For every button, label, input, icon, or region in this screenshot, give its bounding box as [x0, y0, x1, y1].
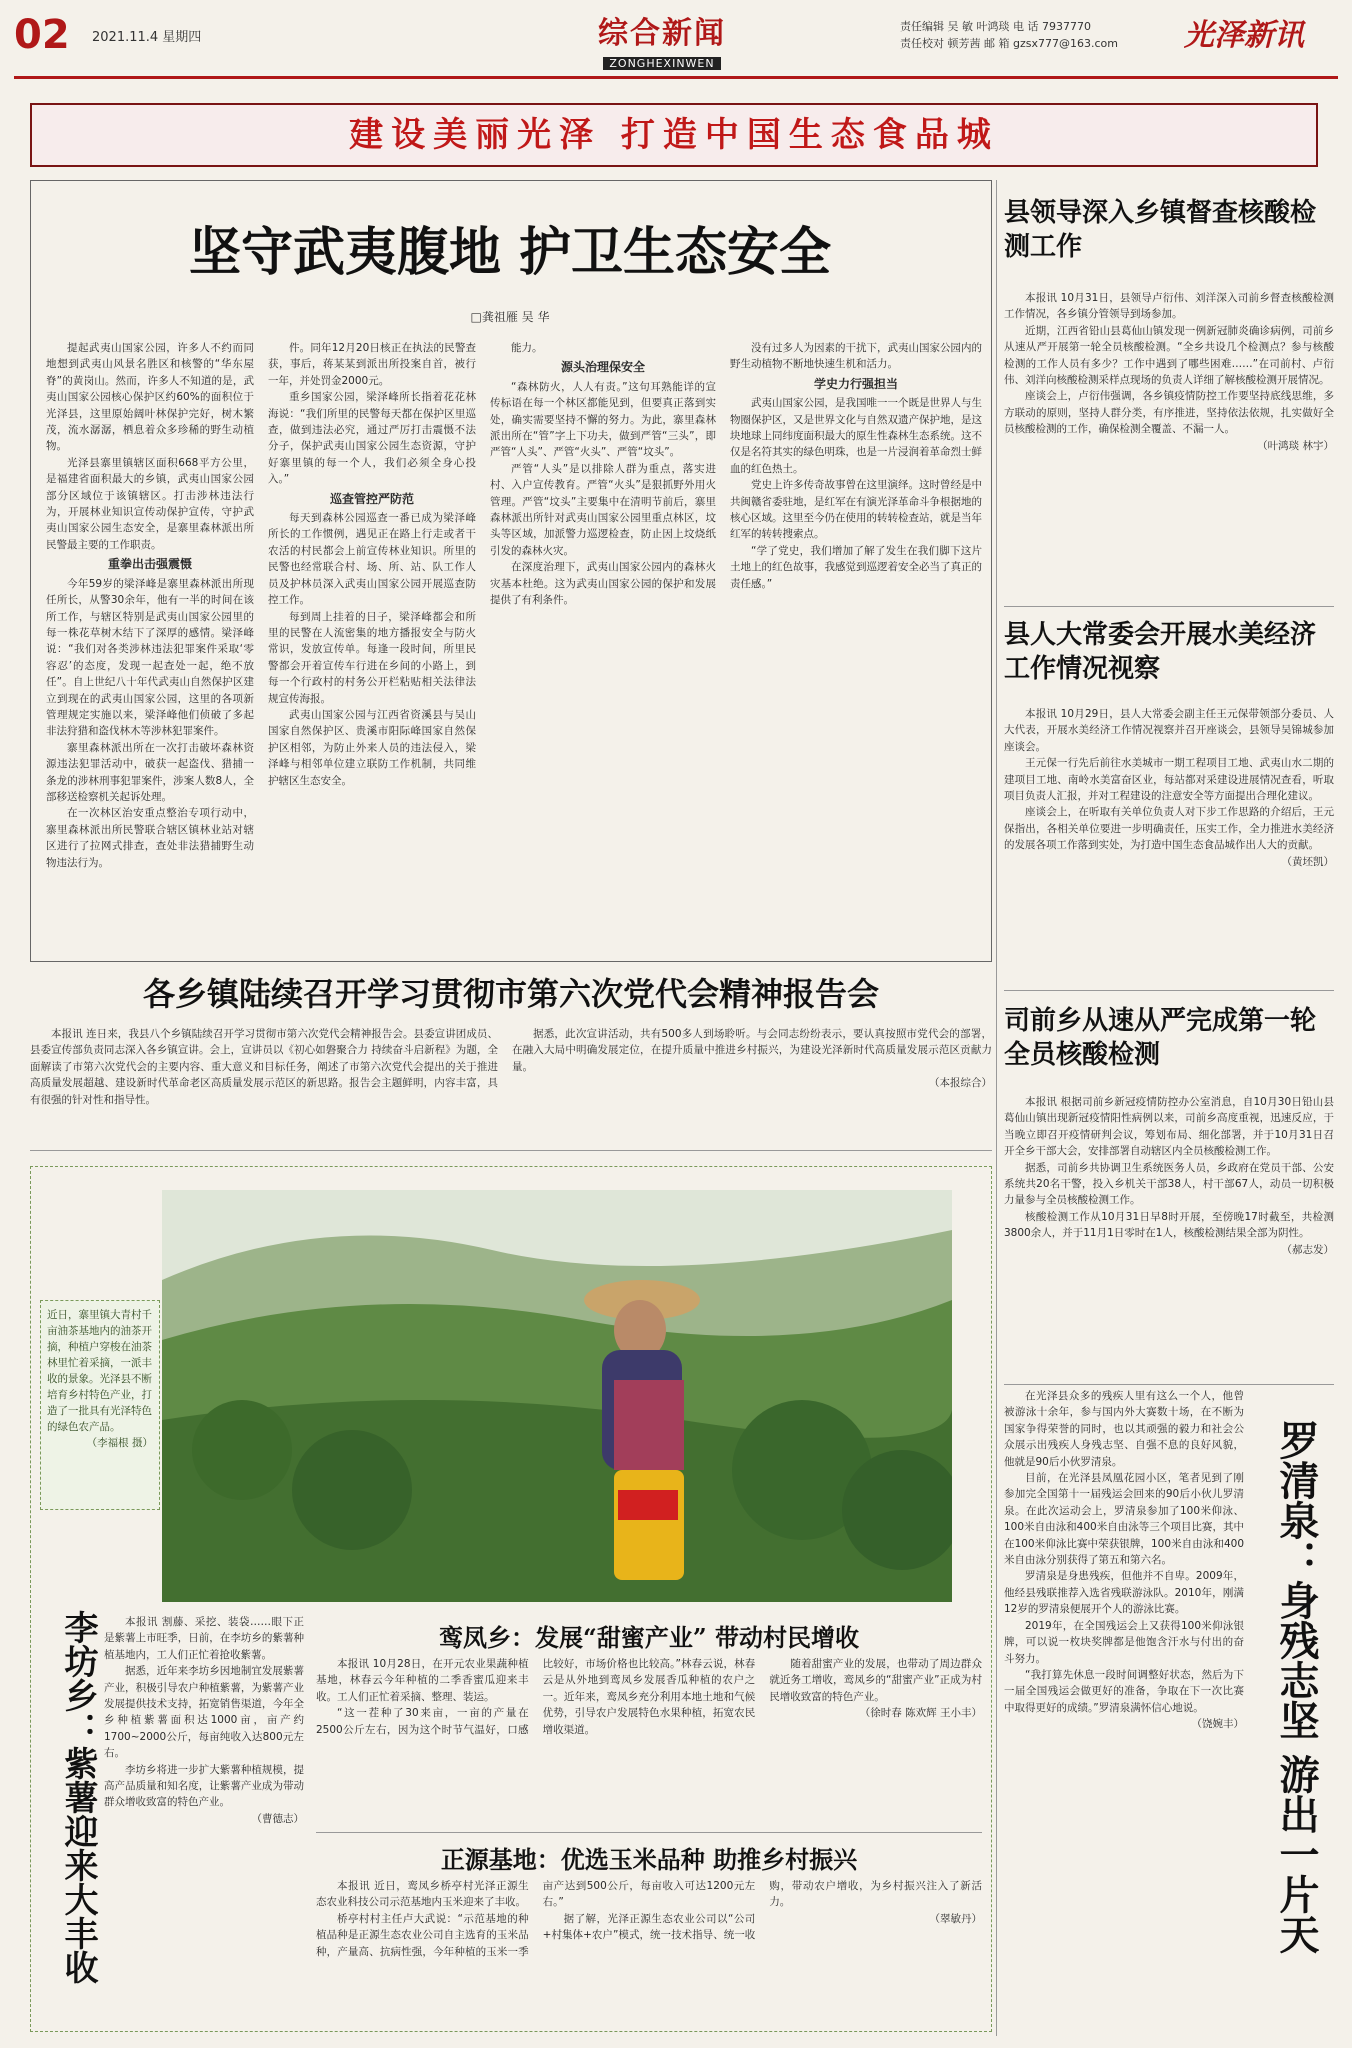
credit: （本报综合） [929, 1077, 992, 1090]
paragraph: 据悉，此次宣讲活动，共有500多人到场聆听。与会同志纷纷表示，要认真按照市党代会的部署，在融入大局中明确发展定位，在提升质量中推进乡村振兴，为建设光泽新时代高质量发展示范区贡献力量。 [512, 1028, 992, 1073]
paragraph: 光泽县寨里镇辖区面积668平方公里，是福建省面积最大的乡镇，武夷山国家公园部分区域位于该镇辖区。打击涉林违法行为，开展林业知识宣传动保护宣传，守护武夷山国家公园生态安全，是寨里森林派出所民警最主要的工作职责。 [46, 456, 254, 551]
credit: （徐时春 陈欢辉 王小丰） [859, 1707, 982, 1720]
issue-date: 2021.11.4 星期四 [92, 30, 202, 45]
section-divider [1004, 990, 1334, 991]
subheading: 巡查管控严防范 [329, 491, 414, 506]
section-divider [1004, 606, 1334, 607]
lead-col-2 [268, 340, 476, 952]
paragraph: 近期，江西省铅山县葛仙山镇发现一例新冠肺炎确诊病例，司前乡从速从严开展第一轮全员核酸检测。“全乡共设几个检测点？参与核酸检测的工作人员有多少？工作中遇到了哪些困难……”在司前村、卢衍伟、刘洋向核酸检测采样点现场的负责人详细了解核酸检测开展情况。 [1004, 324, 1334, 387]
photo-caption [40, 1300, 160, 1510]
paragraph: 没有过多人为因素的干扰下，武夷山国家公园内的野生动植物不断地快速生机和活力。 [730, 342, 982, 371]
paragraph: 每到周上挂着的日子，梁泽峰都会和所里的民警在人流密集的地方播报安全与防火常识，发放宣传单。每逢一段时间，所里民警都会开着宣传车行进在乡间的小路上，到每一个行政村的村务公开栏粘贴相关法律法规宣传海报。 [268, 610, 476, 705]
paragraph: 武夷山国家公园，是我国唯一一个既是世界人与生物圈保护区，又是世界文化与自然双遗产保护地，是这块地球上同纬度面积最大的原生性森林生态系统。这不仅是名符其实的绿色明珠，也是一片浸润着革命烈士鲜血的红色热土。 [730, 397, 982, 475]
paragraph: 重乡国家公园，梁泽峰所长指着花花林海说：“我们所里的民警每天都在保护区里巡查，做到违法必究，通过严厉打击震慑不法分子，保护武夷山国家公园生态资源，守护好寨里镇的每一个人，我们必须全身心投入。” [268, 391, 476, 486]
credit: （翠敏丹） [929, 1912, 982, 1925]
paragraph: 随着甜蜜产业的发展，也带动了周边群众就近务工增收，鸾凤乡的“甜蜜产业”正成为村民增收致富的特色产业。 [769, 1658, 982, 1703]
column-divider [996, 180, 997, 2036]
paragraph: 本报讯 10月29日，县人大常委会副主任王元保带领部分委员、人大代表，开展水美经济工作情况视察并召开座谈会，县领导吴锦城参加座谈会。 [1004, 708, 1334, 753]
newspaper-logo: 光泽新讯 [1184, 18, 1304, 53]
paragraph: 本报讯 10月31日，县领导卢衍伟、刘洋深入司前乡督查核酸检测工作情况，各乡镇分管领导到场参加。 [1004, 292, 1334, 321]
editor-line-2: 责任校对 顿芳茜 邮 箱 gzsx777@163.com [900, 37, 1118, 50]
paragraph: “我打算先休息一段时间调整好状态，然后为下一届全国残运会做更好的准备，争取在下一次比赛中取得更好的成绩。”罗清泉满怀信心地说。 [1004, 1668, 1244, 1714]
right1-article-title: 县领导深入乡镇督查核酸检测工作 [1004, 198, 1317, 262]
banner-slogan: 建设美丽光泽 打造中国生态食品城 [30, 103, 1318, 167]
header-rule [14, 76, 1338, 79]
right2-article-body [1004, 706, 1334, 968]
photo-credit: （李福根 摄） [86, 1437, 153, 1449]
subheading: 源头治理保安全 [560, 360, 645, 375]
paragraph: 寨里森林派出所在一次打击破坏森林资源违法犯罪活动中，破获一起盗伐、猎捕一条龙的涉林刑事犯罪案件，涉案人数8人，全部移送检察机关起诉处理。 [46, 741, 254, 803]
lead-article-title: 坚守武夷腹地 护卫生态安全 [188, 222, 832, 283]
right3-article-body [1004, 1094, 1334, 1384]
luoqing-article-body [1004, 1388, 1244, 2036]
strip-col-2 [512, 1026, 992, 1136]
paragraph: 在一次林区治安重点整治专项行动中，寨里森林派出所民警联合辖区镇林业站对辖区进行了拉网式排查，查处非法猎捕野生动物违法行为。 [46, 807, 254, 869]
right2-article-title: 县人大常委会开展水美经济工作情况视察 [1004, 620, 1317, 684]
section-divider [1004, 1384, 1334, 1385]
paragraph: 本报讯 近日，鸾凤乡桥亭村光泽正源生态农业科技公司示范基地内玉米迎来了丰收。 [316, 1880, 529, 1909]
right1-article-body [1004, 290, 1334, 596]
zhengyuan-article-body [316, 1878, 982, 2028]
paragraph: 据悉，司前乡共协调卫生系统医务人员，乡政府在党员干部、公安系统共20名干警，投入乡机关干部38人，村干部67人，动员一切积极力量参与全员核酸检测工作。 [1004, 1161, 1334, 1207]
section-pinyin: ZONGHEXINWEN [603, 57, 720, 70]
paragraph: 本报讯 割藤、采挖、装袋……眼下正是紫薯上市旺季，日前，在李坊乡的紫薯种植基地内，工人们正忙着抢收紫薯。 [104, 1616, 304, 1661]
luoqing-article-title: 罗清泉：身残志坚 游出一片天 [1273, 1420, 1320, 1954]
paragraph: 2019年，在全国残运会上又获得100米仰泳银牌，可以说一枚块奖牌都是他饱含汗水与付出的奋斗努力。 [1004, 1619, 1244, 1665]
lead-col-1 [46, 340, 254, 952]
paragraph: 座谈会上，卢衍伟强调，各乡镇疫情防控工作要坚持底线思维，多方联动的原则，坚持人群分类，有序推进，坚持依法依规，扎实做好全员核酸检测的工作，确保检测全覆盖、不漏一人。 [1004, 390, 1334, 436]
section-divider [316, 1832, 982, 1833]
luanfeng-article-title: 鸾凤乡：发展“甜蜜产业” 带动村民增收 [439, 1623, 859, 1652]
lead-article-byline: □龚祖雁 吴 华 [470, 310, 550, 324]
paragraph: 王元保一行先后前往水美城市一期工程项目工地、武夷山水二期的建项目工地、南岭水美富奋区业，每站都对采建设进展情况查看，听取项目负责人汇报，并对工程建设的注意安全等方面提出合理化建议。 [1004, 757, 1334, 803]
credit: （郝志发） [1281, 1243, 1334, 1256]
paragraph: 据了解，光泽正源生态农业公司以“公司+村集体+农户”模式，统一技术指导、统一收购，带动农户增收，为乡村振兴注入了新活力。 [542, 1880, 982, 1942]
paragraph: “这一茬种了30来亩，一亩的产量在2500公斤左右，因为这个时节气温好，口感比较好，市场价格也比较高。”林春云说，林春云是从外地到鸾凤乡发展香瓜种植的农户之一。近年来，鸾凤乡充分利用本地土地和气候优势，引导农户发展特色水果种植，拓宽农民增收渠道。 [316, 1658, 756, 1736]
paragraph: 座谈会上，在听取有关单位负责人对下步工作思路的介绍后，王元保指出，各相关单位要进一步明确责任，压实工作，全力推进水美经济的发展各项工作落到实处，为打造中国生态食品城作出人大的贡献。 [1004, 806, 1334, 852]
paragraph: “森林防火，人人有责。”这句耳熟能详的宣传标语在每一个林区都能见到，但要真正落到实处，确实需要坚持不懈的努力。为此，寨里森林派出所在“管”字上下功夫，做到严管“三头”，即严管“人头”、严管“火头”、严管“坟头”。 [490, 380, 716, 459]
lead-col-4 [730, 340, 982, 952]
lifang-article-body [104, 1614, 304, 2026]
subheading: 重拳出击强震慑 [107, 557, 192, 572]
paragraph: 提起武夷山国家公园，许多人不约而同地想到武夷山风景名胜区和核警的“华东屋脊”的黄岗山。然而，许多人不知道的是，武夷山国家公园核心保护区约60%的面积位于光泽县，这里原始阔叶林保护完好，树木繁茂，流水潺潺，栖息着众多珍稀的野生动植物。 [46, 342, 254, 453]
credit: （曹德志） [251, 1812, 304, 1825]
lead-col-3 [490, 340, 716, 952]
photo-illustration [162, 1190, 952, 1602]
paragraph: 今年59岁的梁泽峰是寨里森林派出所现任所长，从警30余年，他有一半的时间在该所工作，与辖区特别是武夷山国家公园里的每一株花草树木结下了深厚的感情。梁泽峰说：“我们对各类涉林违法犯罪案件采取‘零容忍’的态度，发现一起查处一起，绝不放任”。自上世纪八十年代武夷山自然保护区建立到现在的武夷山国家公园，这里的各项新管理规定实施以来，梁泽峰他们侦破了多起非法狩猎和盗伐林木等涉林犯罪案件。 [46, 577, 254, 738]
right3-article-title: 司前乡从速从严完成第一轮全员核酸检测 [1004, 1006, 1317, 1070]
paragraph: 能力。 [511, 342, 543, 354]
section-title: 综合新闻 [598, 16, 726, 51]
paragraph: 罗清泉是身患残疾，但他并不自卑。2009年，他经县残联推荐入选省残联游泳队。2010年，刚满12岁的罗清泉便展开个人的游泳比赛。 [1004, 1570, 1244, 1616]
paragraph: 核酸检测工作从10月31日早8时开展，至傍晚17时截至，共检测3800余人，并于11月1日零时在1人，核酸检测结果全部为阴性。 [1004, 1210, 1334, 1240]
zhengyuan-article-title: 正源基地：优选玉米品种 助推乡村振兴 [440, 1845, 858, 1874]
paragraph: 目前，在光泽县凤凰花园小区，笔者见到了刚参加完全国第十一届残运会回来的90后小伙儿罗清泉。在此次运动会上，罗清泉参加了100米仰泳、100米自由泳和400米自由泳等三个项目比赛，其中在100米仰泳比赛中荣获银牌，100米自由泳和400米自由泳分别获得了第五和第六名。 [1004, 1472, 1244, 1567]
credit: （饶婉丰） [1191, 1718, 1244, 1731]
editor-line-1: 责任编辑 吴 敏 叶鸿琰 电 话 7937770 [900, 20, 1091, 33]
paragraph: 在深度治理下，武夷山国家公园内的森林火灾基本杜绝。这为武夷山国家公园的保护和发展提供了有利条件。 [490, 561, 716, 607]
section-divider [30, 1150, 992, 1151]
photo-caption-text: 近日，寨里镇大青村千亩油茶基地内的油茶开摘，种植户穿梭在油茶林里忙着采摘，一派丰收的景象。光泽县不断培育乡村特色产业，打造了一批具有光泽特色的绿色农产品。 [47, 1309, 152, 1433]
paragraph: 李坊乡将进一步扩大紫薯种植规模，提高产品质量和知名度，让紫薯产业成为带动群众增收致富的特色产业。 [104, 1763, 304, 1809]
paragraph: 本报讯 连日来，我县八个乡镇陆续召开学习贯彻市第六次党代会精神报告会。县委宣讲团成员、县委宣传部负责同志深入各乡镇宣讲。会上，宣讲员以《初心如磐聚合力 持续奋斗启新程》为题，全面解读了市第六次党代会的主要内容、重大意义和目标任务，阐述了市第六次党代会提出的关于推进高质量发展超越、建设新时代革命老区高质量发展示范区的新思路。报告会主题鲜明，内容丰富，具有很强的针对性和指导性。 [30, 1028, 498, 1106]
subheading: 学史力行强担当 [813, 376, 898, 391]
tea-oil-harvest-photo [162, 1190, 952, 1602]
credit: （叶鸿琰 林宇） [1257, 439, 1334, 452]
paragraph: 在光泽县众多的残疾人里有这么一个人，他曾被游泳十余年，参与国内外大赛数十场，在不断为国家争得荣誉的同时，也以其顽强的毅力和社会公众展示出残疾人身残志坚、自强不息的良好风貌，他就是90后小伙罗清泉。 [1004, 1390, 1244, 1468]
credit: （黄坯凯） [1281, 855, 1334, 868]
paragraph: 党史上许多传奇故事曾在这里演绎。这时曾经是中共闽赣省委驻地，是红军在有演光泽革命斗争根据地的核心区域。这里至今仍在使用的转转检查站，就是当年红军的转转搜索点。 [730, 479, 982, 541]
editor-info [900, 18, 1118, 52]
paragraph: 每天到森林公园巡查一番已成为梁泽峰所长的工作惯例，遇见正在路上行走或者干农活的村民都会上前宣传林业知识。所里的民警也经常联合村、场、所、站、队工作人员及护林员深入武夷山国家公园开展巡查防控工作。 [268, 512, 476, 607]
paragraph: 桥亭村村主任卢大武说：“示范基地的种植品种是正源生态农业公司自主选育的玉米品种，产量高、抗病性强，今年种植的玉米一季亩产达到500公斤，每亩收入可达1200元左右。” [316, 1880, 756, 1958]
luanfeng-article-body [316, 1656, 982, 1826]
paragraph: 本报讯 10月28日，在开元农业果蔬种植基地，林春云今年种植的二季香蜜瓜迎来丰收。工人们正忙着采摘、整理、装运。 [316, 1658, 529, 1703]
section-title-block [540, 8, 784, 68]
paragraph: 武夷山国家公园与江西省资溪县与吴山国家自然保护区、贵溪市阳际峰国家自然保护区相邻，为防止外来人员的违法侵入，梁泽峰与相邻单位建立联防工作机制，共同维护辖区生态安全。 [268, 708, 476, 787]
paragraph: 件。同年12月20日核正在执法的民警查获，事后，蒋某某到派出所投案自首，被行一年，并处罚金2000元。 [268, 342, 476, 387]
lifang-article-title: 李坊乡：紫薯迎来大丰收 [58, 1610, 98, 1984]
strip-col-1 [30, 1026, 498, 1136]
paragraph: 严管“人头”是以排除人群为重点，落实进村、入户宣传教育。严管“火头”是狠抓野外用火管理。严管“坟头”主要集中在清明节前后，寨里森林派出所针对武夷山国家公园里重点林区，坟头等区域，加派警力巡逻检查，防止因上坟烧纸引发的森林火灾。 [490, 462, 716, 557]
paragraph: “学了党史，我们增加了解了发生在我们脚下这片土地上的红色故事，我感觉到巡逻着安全必当了真正的责任感。” [730, 544, 982, 590]
page-number: 02 [14, 12, 70, 58]
paragraph: 据悉，近年来李坊乡因地制宜发展紫薯产业，积极引导农户种植紫薯，为紫薯产业发展提供技术支持，拓宽销售渠道，今年全乡种植紫薯面积达1000亩，亩产约1700~2000公斤，每亩纯收入达800元左右。 [104, 1665, 304, 1760]
paragraph: 本报讯 根据司前乡新冠疫情防控办公室消息，自10月30日铅山县葛仙山镇出现新冠疫情阳性病例以来，司前乡高度重视，迅速反应，于当晚立即召开疫情研判会议，筹划布局、细化部署，并于10月31日召开全乡干部大会，安排部署自动辖区内全员核酸检测工作。 [1004, 1096, 1334, 1158]
strip-article-title: 各乡镇陆续召开学习贯彻市第六次党代会精神报告会 [142, 975, 879, 1013]
